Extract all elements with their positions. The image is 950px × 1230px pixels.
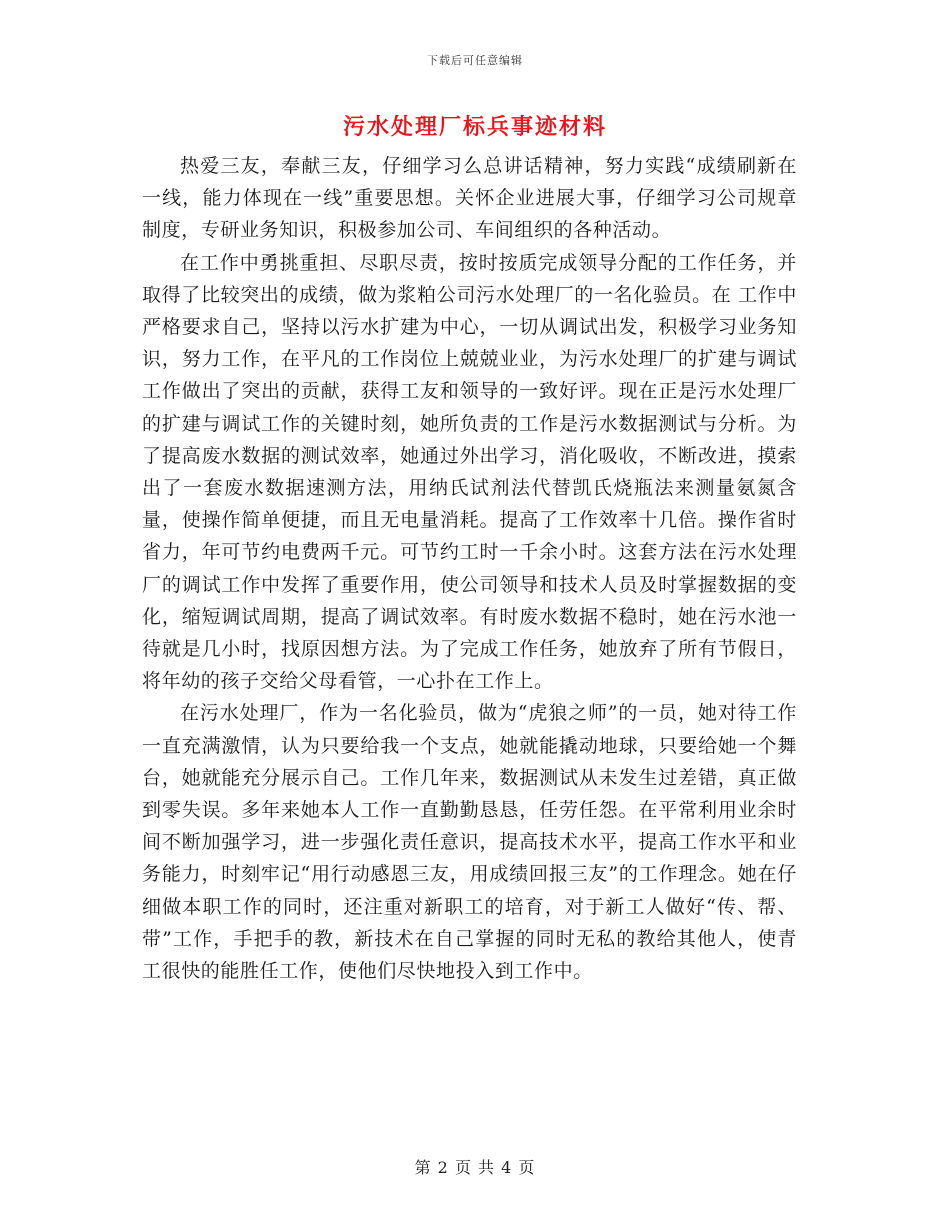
paragraph-1: 热爱三友，奉献三友，仔细学习么总讲话精神，努力实践“成绩刷新在一线，能力体现在一线”重要思想。关怀企业进展大事，仔细学习公司规章制度，专研业务知识，积极参加公司、车间组织的各种活动。 <box>142 155 797 242</box>
document-body <box>142 150 797 987</box>
paragraph-2: 在工作中勇挑重担、尽职尽责，按时按质完成领导分配的工作任务，并取得了比较突出的成绩，做为浆粕公司污水处理厂的一名化验员。在 工作中严格要求自己，坚持以污水扩建为中心，一切从调试出发，积极学习业务知识，努力工作，在平凡的工作岗位上兢兢业业，为污水处理厂的扩建与调试工作做出了突出的贡献，获得工友和领导的一致好评。现在正是污水处理厂的扩建与调试工作的关键时刻，她所负责的工作是污水数据测试与分析。为了提高废水数据的测试效率，她通过外出学习，消化吸收，不断改进，摸索出了一套废水数据速测方法，用纳氏试剂法代替凯氏烧瓶法来测量氨氮含量，使操作简单便捷，而且无电量消耗。提高了工作效率十几倍。操作省时省力，年可节约电费两千元。可节约工时一千余小时。这套方法在污水处理厂的调试工作中发挥了重要作用，使公司领导和技术人员及时掌握数据的变化，缩短调试周期，提高了调试效率。有时废水数据不稳时，她在污水池一待就是几小时，找原因想方法。为了完成工作任务，她放弃了所有节假日，将年幼的孩子交给父母看管，一心扑在工作上。 <box>142 251 797 693</box>
document-title: 污水处理厂标兵事迹材料 <box>342 114 607 140</box>
page-number: 第 2 页 共 4 页 <box>414 1158 536 1177</box>
header-note: 下载后可任意编辑 <box>427 54 523 67</box>
paragraph-3: 在污水处理厂，作为一名化验员，做为“虎狼之师”的一员，她对待工作一直充满激情，认为只要给我一个支点，她就能撬动地球，只要给她一个舞台，她就能充分展示自己。工作几年来，数据测试从未发生过差错，真正做到零失误。多年来她本人工作一直勤勤恳恳，任劳任怨。在平常利用业余时间不断加强学习，进一步强化责任意识，提高技术水平，提高工作水平和业务能力，时刻牢记“用行动感恩三友，用成绩回报三友”的工作理念。她在仔细做本职工作的同时，还注重对新职工的培育，对于新工人做好“传、帮、带”工作，手把手的教，新技术在自己掌握的同时无私的教给其他人，使青工很快的能胜任工作，使他们尽快地投入到工作中。 <box>142 702 797 983</box>
